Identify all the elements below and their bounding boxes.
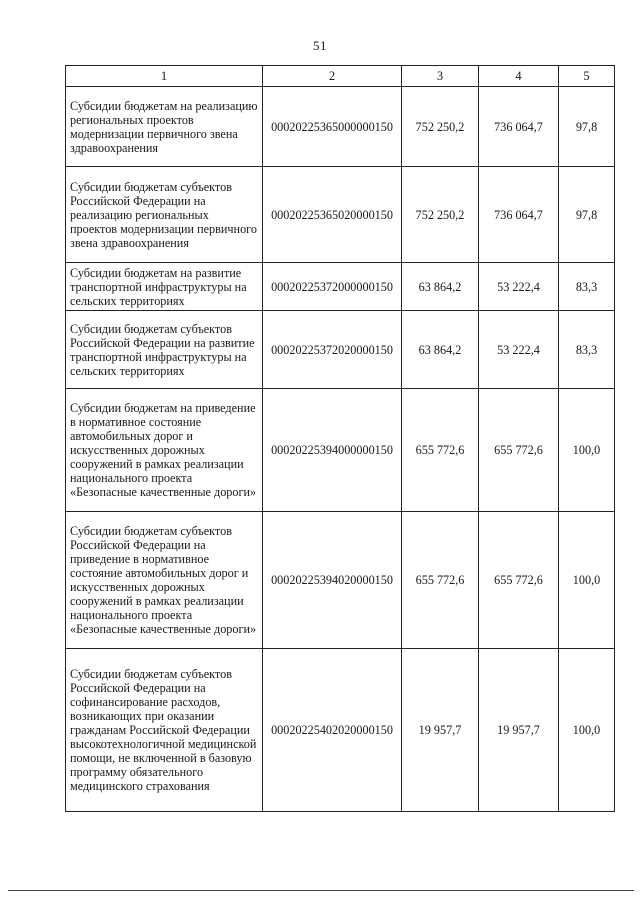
row-percent-cell: 97,8 <box>559 167 615 263</box>
table-body <box>66 87 615 812</box>
row-percent-cell: 100,0 <box>559 512 615 649</box>
row-plan-cell: 63 864,2 <box>402 311 479 389</box>
row-fact-cell: 655 772,6 <box>479 512 559 649</box>
table-row <box>66 512 615 649</box>
column-header-3: 3 <box>402 66 479 87</box>
row-percent-cell: 97,8 <box>559 87 615 167</box>
row-code-cell: 00020225372020000150 <box>263 311 402 389</box>
row-fact-cell: 53 222,4 <box>479 263 559 311</box>
row-fact-cell: 655 772,6 <box>479 389 559 512</box>
row-code-cell: 00020225365000000150 <box>263 87 402 167</box>
row-plan-cell: 63 864,2 <box>402 263 479 311</box>
page-bottom-divider <box>8 890 634 891</box>
row-name-cell: Субсидии бюджетам субъектов Российской Федерации на развитие транспортной инфраструктуры на сельских территориях <box>66 311 263 389</box>
row-code-cell: 00020225372000000150 <box>263 263 402 311</box>
table-row <box>66 389 615 512</box>
row-fact-cell: 736 064,7 <box>479 167 559 263</box>
page-number: 51 <box>313 38 327 53</box>
row-percent-cell: 83,3 <box>559 263 615 311</box>
row-fact-cell: 736 064,7 <box>479 87 559 167</box>
table-header <box>66 66 615 87</box>
row-code-cell: 00020225402020000150 <box>263 649 402 812</box>
row-code-cell: 00020225394000000150 <box>263 389 402 512</box>
row-plan-cell: 19 957,7 <box>402 649 479 812</box>
row-fact-cell: 19 957,7 <box>479 649 559 812</box>
column-header-4: 4 <box>479 66 559 87</box>
row-name-cell: Субсидии бюджетам субъектов Российской Федерации на софинансирование расходов, возникающих при оказании гражданам Российской Федерации высокотехнологичной медицинской помощи, не включенной в базовую программу обязательного медицинского страхования <box>66 649 263 812</box>
row-name-cell: Субсидии бюджетам субъектов Российской Федерации на приведение в нормативное состояние автомобильных дорог и искусственных дорожных сооружений в рамках реализации национального проекта «Безопасные качественные дороги» <box>66 512 263 649</box>
table-row <box>66 263 615 311</box>
table-row <box>66 311 615 389</box>
column-header-5: 5 <box>559 66 615 87</box>
row-name-cell: Субсидии бюджетам на развитие транспортной инфраструктуры на сельских территориях <box>66 263 263 311</box>
table-row <box>66 87 615 167</box>
table-row <box>66 649 615 812</box>
row-plan-cell: 655 772,6 <box>402 389 479 512</box>
row-plan-cell: 752 250,2 <box>402 167 479 263</box>
row-percent-cell: 100,0 <box>559 649 615 812</box>
row-name-cell: Субсидии бюджетам субъектов Российской Федерации на реализацию региональных проектов модернизации первичного звена здравоохранения <box>66 167 263 263</box>
table-row <box>66 167 615 263</box>
row-name-cell: Субсидии бюджетам на реализацию региональных проектов модернизации первичного звена здравоохранения <box>66 87 263 167</box>
row-name-cell: Субсидии бюджетам на приведение в нормативное состояние автомобильных дорог и искусственных дорожных сооружений в рамках реализации национального проекта «Безопасные качественные дороги» <box>66 389 263 512</box>
budget-table <box>65 65 615 812</box>
row-percent-cell: 83,3 <box>559 311 615 389</box>
table-header-row <box>66 66 615 87</box>
row-code-cell: 00020225365020000150 <box>263 167 402 263</box>
column-header-2: 2 <box>263 66 402 87</box>
row-plan-cell: 752 250,2 <box>402 87 479 167</box>
row-percent-cell: 100,0 <box>559 389 615 512</box>
column-header-1: 1 <box>66 66 263 87</box>
row-code-cell: 00020225394020000150 <box>263 512 402 649</box>
row-plan-cell: 655 772,6 <box>402 512 479 649</box>
row-fact-cell: 53 222,4 <box>479 311 559 389</box>
